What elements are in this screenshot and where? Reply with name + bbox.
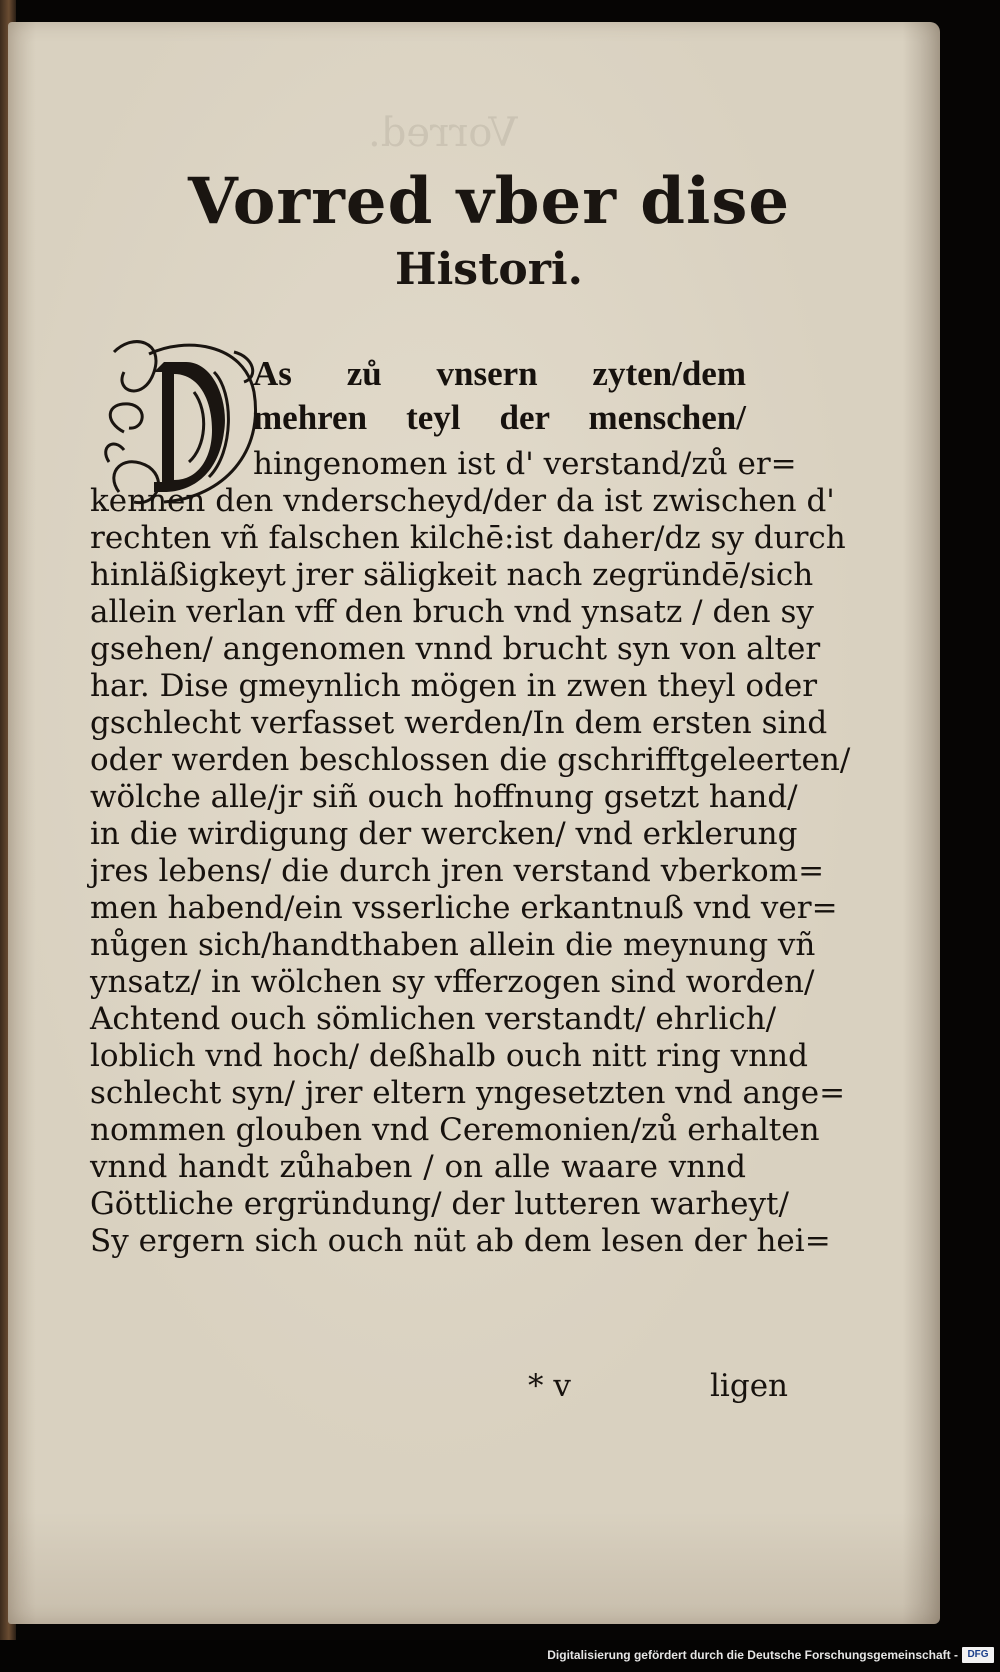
text-line: allein verlan vff den bruch vnd ynsatz / den sy	[90, 594, 814, 630]
text-line: ynsatz/ in wölchen sy vfferzogen sind worden/	[90, 964, 815, 1000]
footer-bar	[0, 1640, 1000, 1672]
page-heading-line-2: Histori.	[395, 244, 583, 295]
text-line: Göttliche ergründung/ der lutteren warheyt/	[90, 1186, 789, 1222]
catchword: ligen	[710, 1368, 788, 1404]
text-line: hingenomen ist d' verstand/zů er=	[253, 446, 797, 482]
text-line: har. Dise gmeynlich mögen in zwen theyl oder	[90, 668, 818, 704]
text-line: As zů vnsern zyten/dem	[253, 354, 746, 393]
text-line: jres lebens/ die durch jren verstand vberkom=	[90, 853, 825, 889]
text-line: Sy ergern sich ouch nüt ab dem lesen der hei=	[90, 1223, 831, 1259]
text-line: vnnd handt zůhaben / on alle waare vnnd	[90, 1149, 746, 1185]
text-line: kennen den vnderscheyd/der da ist zwischen d'	[90, 483, 835, 519]
text-line: rechten vñ falschen kilchē:ist daher/dz sy durch	[90, 520, 846, 556]
text-line: Achtend ouch sömlichen verstandt/ ehrlich/	[90, 1001, 777, 1037]
text-line: in die wirdigung der wercken/ vnd erklerung	[90, 816, 798, 852]
signature-mark: * v	[528, 1368, 571, 1404]
text-line: hinläßigkeyt jrer säligkeit nach zegründē/sich	[90, 557, 814, 593]
text-line: nommen glouben vnd Ceremonien/zů erhalten	[90, 1112, 820, 1148]
text-line: schlecht syn/ jrer eltern yngesetzten vnd ange=	[90, 1075, 846, 1111]
text-line: nůgen sich/handthaben allein die meynung vñ	[90, 927, 816, 963]
dfg-logo-icon: DFG	[962, 1647, 994, 1663]
signature-and-catchword-line	[528, 1368, 788, 1408]
text-line: mehren teyl der menschen/	[253, 398, 746, 437]
show-through-text: Vorred.	[368, 110, 518, 156]
text-line: loblich vnd hoch/ deßhalb ouch nitt ring vnnd	[90, 1038, 808, 1074]
book-page	[8, 22, 940, 1624]
text-line: wölche alle/jr siñ ouch hoffnung gsetzt hand/	[90, 779, 798, 815]
text-line: gschlecht verfasset werden/In dem ersten sind	[90, 705, 828, 741]
funding-credit: Digitalisierung gefördert durch die Deutsche Forschungsgemeinschaft -	[547, 1648, 958, 1662]
page-heading-line-1: Vorred vber dise	[187, 164, 791, 239]
text-line: gsehen/ angenomen vnnd brucht syn von alter	[90, 631, 821, 667]
text-line: men habend/ein vsserliche erkantnuß vnd ver=	[90, 890, 838, 926]
text-line: oder werden beschlossen die gschrifftgeleerten/	[90, 742, 851, 778]
